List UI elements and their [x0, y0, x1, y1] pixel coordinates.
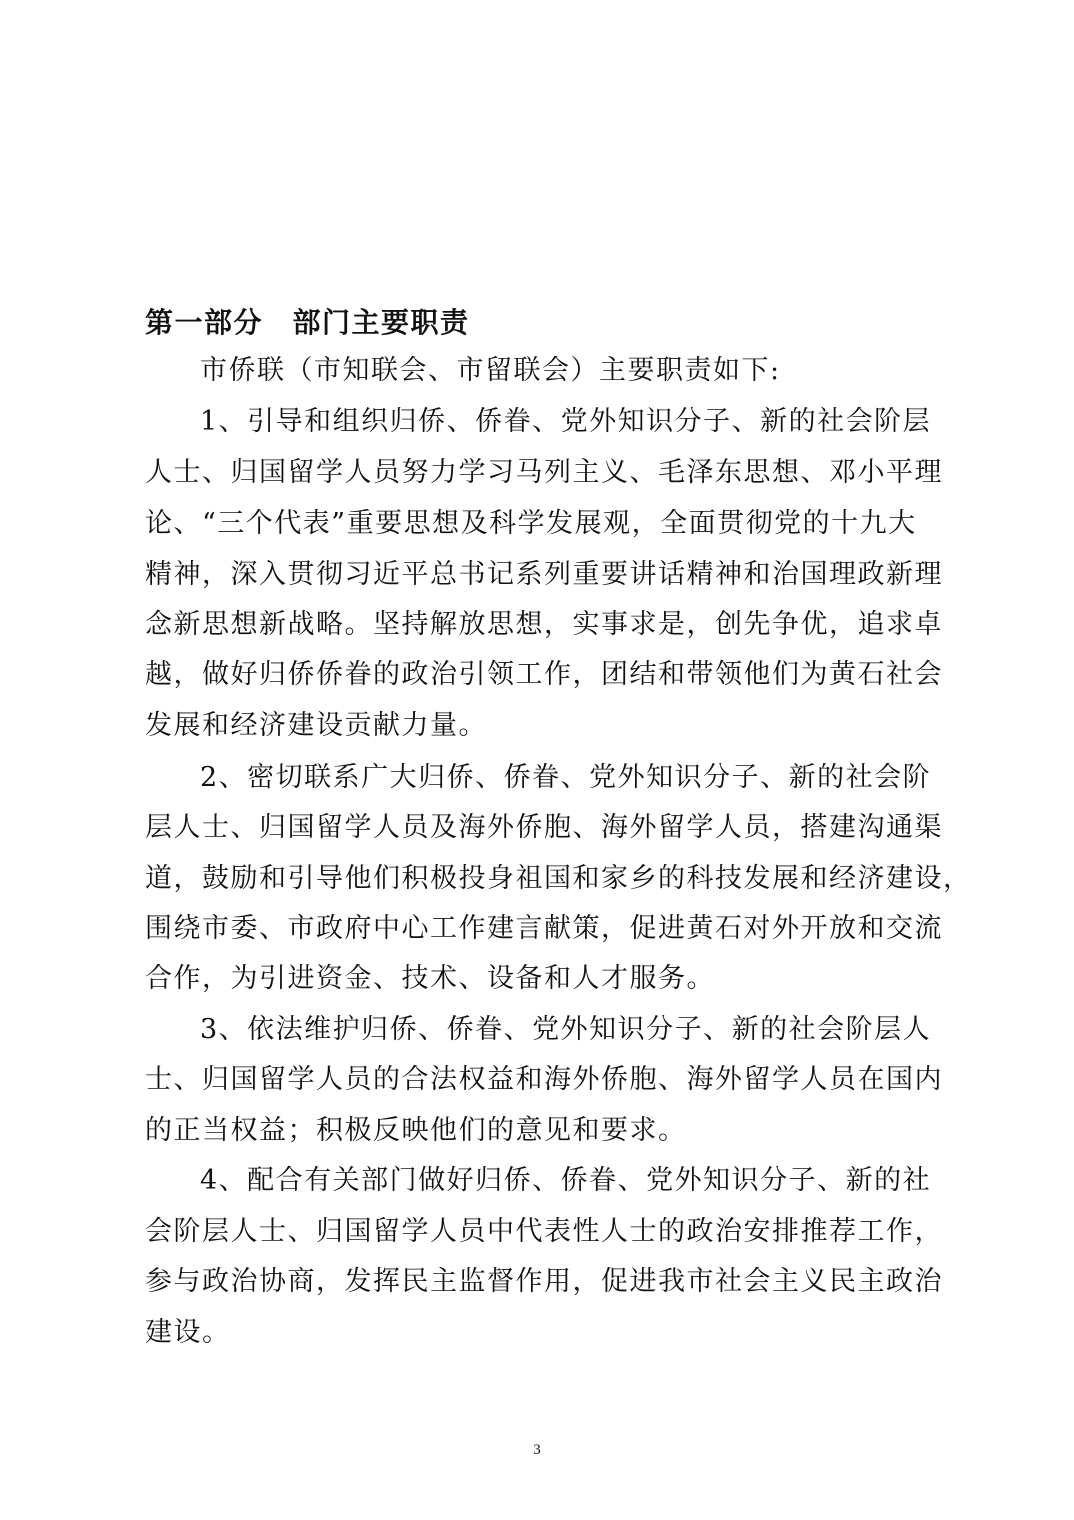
item-1-line-6: 越，做好归侨侨眷的政治引领工作，团结和带领他们为黄石社会 [145, 659, 943, 690]
page-number: 3 [533, 1442, 541, 1458]
intro-line: 市侨联（市知联会、市留联会）主要职责如下: [200, 355, 781, 386]
section-heading: 第一部分 部门主要职责 [145, 306, 470, 339]
item-2-line-2: 层人士、归国留学人员及海外侨胞、海外留学人员，搭建沟通渠 [145, 812, 943, 843]
item-3-line-3: 的正当权益；积极反映他们的意见和要求。 [145, 1115, 687, 1146]
item-2-line-5: 合作，为引进资金、技术、设备和人才服务。 [145, 963, 715, 994]
item-4-line-3: 参与政治协商，发挥民主监督作用，促进我市社会主义民主政治 [145, 1266, 943, 1297]
item-1-line-1: 1、引导和组织归侨、侨眷、党外知识分子、新的社会阶层 [200, 406, 932, 437]
item-1-line-2: 人士、归国留学人员努力学习马列主义、毛泽东思想、邓小平理 [145, 457, 943, 488]
item-3-line-2: 士、归国留学人员的合法权益和海外侨胞、海外留学人员在国内 [145, 1064, 943, 1095]
item-4-line-1: 4、配合有关部门做好归侨、侨眷、党外知识分子、新的社 [200, 1165, 932, 1196]
item-2-line-1: 2、密切联系广大归侨、侨眷、党外知识分子、新的社会阶 [200, 762, 932, 793]
item-1-line-3: 论、“三个代表”重要思想及科学发展观，全面贯彻党的十九大 [145, 508, 917, 539]
item-1-line-5: 念新思想新战略。坚持解放思想，实事求是，创先争优，追求卓 [145, 609, 943, 640]
item-2-line-3: 道，鼓励和引导他们积极投身祖国和家乡的科技发展和经济建设， [145, 863, 972, 894]
item-1-line-7: 发展和经济建设贡献力量。 [145, 710, 487, 741]
item-4-line-2: 会阶层人士、归国留学人员中代表性人士的政治安排推荐工作， [145, 1216, 943, 1247]
item-3-line-1: 3、依法维护归侨、侨眷、党外知识分子、新的社会阶层人 [200, 1014, 932, 1045]
item-1-line-4: 精神，深入贯彻习近平总书记系列重要讲话精神和治国理政新理 [145, 559, 943, 590]
item-2-line-4: 围绕市委、市政府中心工作建言献策，促进黄石对外开放和交流 [145, 913, 943, 944]
item-4-line-4: 建设。 [145, 1317, 231, 1348]
